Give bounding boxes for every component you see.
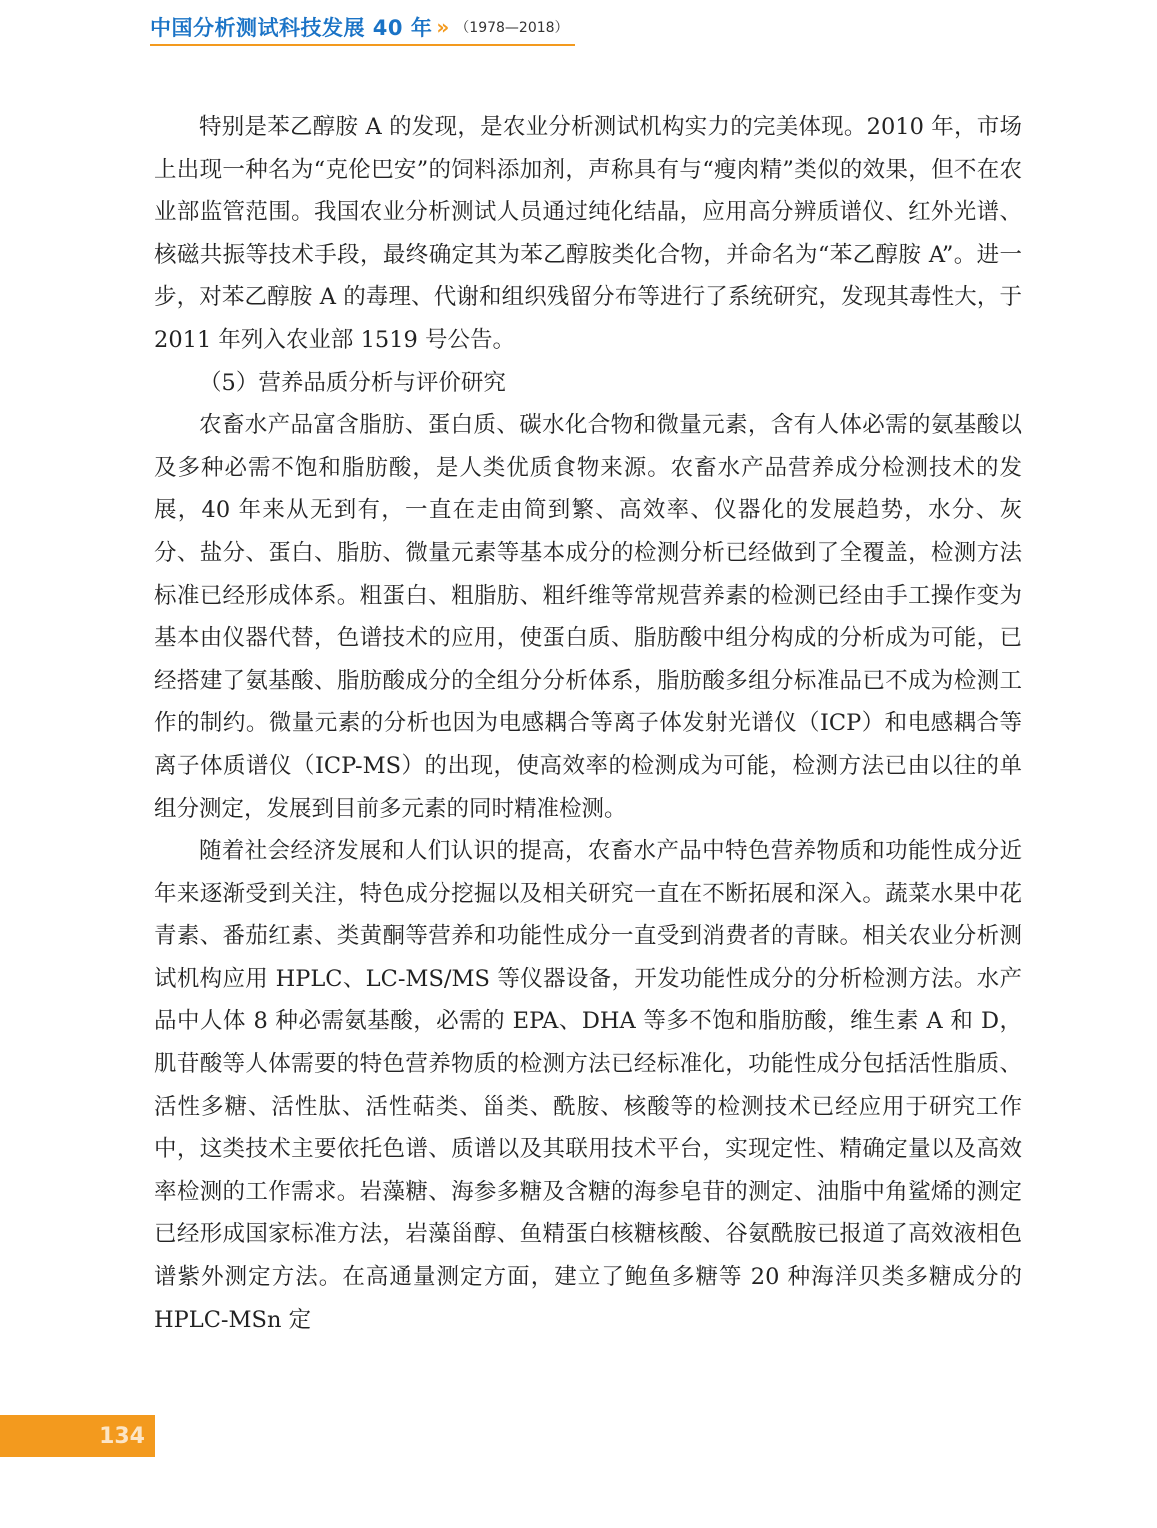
book-title: 中国分析测试科技发展 40 年 (150, 16, 433, 40)
paragraph-nutrient-detection: 农畜水产品富含脂肪、蛋白质、碳水化合物和微量元素，含有人体必需的氨基酸以及多种必需不饱和脂肪酸，是人类优质食物来源。农畜水产品营养成分检测技术的发展，40 年来从无到有，一直在走由简到繁、高效率、仪器化的发展趋势，水分、灰分、盐分、蛋白、脂肪、微量元素等基本成分的检测分析已经做到了全覆盖，检测方法标准已经形成体系。粗蛋白、粗脂肪、粗纤维等常规营养素的检测已经由手工操作变为基本由仪器代替，色谱技术的应用，使蛋白质、脂肪酸中组分构成的分析成为可能，已经搭建了氨基酸、脂肪酸成分的全组分分析体系，脂肪酸多组分标准品已不成为检测工作的制约。微量元素的分析也因为电感耦合等离子体发射光谱仪（ICP）和电感耦合等离子体质谱仪（ICP-MS）的出现，使高效率的检测成为可能，检测方法已由以往的单组分测定，发展到目前多元素的同时精准检测。 (154, 412, 1022, 822)
body-text (154, 106, 1022, 1341)
year-range: （1978—2018） (455, 20, 569, 36)
paragraph-phenylethanolamine: 特别是苯乙醇胺 A 的发现，是农业分析测试机构实力的完美体现。2010 年，市场上出现一种名为“克伦巴安”的饲料添加剂，声称具有与“瘦肉精”类似的效果，但不在农业部监管范围。我国农业分析测试人员通过纯化结晶，应用高分辨质谱仪、红外光谱、核磁共振等技术手段，最终确定其为苯乙醇胺类化合物，并命名为“苯乙醇胺 A”。进一步，对苯乙醇胺 A 的毒理、代谢和组织残留分布等进行了系统研究，发现其毒性大，于 2011 年列入农业部 1519 号公告。 (154, 114, 1022, 353)
header-rule (150, 44, 575, 46)
double-chevron-icon: » (436, 15, 450, 39)
running-header (150, 12, 569, 42)
section-heading-nutrition: （5）营养品质分析与评价研究 (199, 369, 506, 396)
paragraph-functional-components: 随着社会经济发展和人们认识的提高，农畜水产品中特色营养物质和功能性成分近年来逐渐受到关注，特色成分挖掘以及相关研究一直在不断拓展和深入。蔬菜水果中花青素、番茄红素、类黄酮等营养和功能性成分一直受到消费者的青睐。相关农业分析测试机构应用 HPLC、LC-MS/MS 等仪器设备，开发功能性成分的分析检测方法。水产品中人体 8 种必需氨基酸，必需的 EPA、DHA 等多不饱和脂肪酸，维生素 A 和 D，肌苷酸等人体需要的特色营养物质的检测方法已经标准化，功能性成分包括活性脂质、活性多糖、活性肽、活性萜类、甾类、酰胺、核酸等的检测技术已经应用于研究工作中，这类技术主要依托色谱、质谱以及其联用技术平台，实现定性、精确定量以及高效率检测的工作需求。岩藻糖、海参多糖及含糖的海参皂苷的测定、油脂中角鲨烯的测定已经形成国家标准方法，岩藻甾醇、鱼精蛋白核糖核酸、谷氨酰胺已报道了高效液相色谱紫外测定方法。在高通量测定方面，建立了鲍鱼多糖等 20 种海洋贝类多糖成分的 HPLC-MSn 定 (154, 838, 1022, 1333)
page-number-tab (0, 1415, 155, 1457)
page-number: 134 (99, 1423, 145, 1449)
